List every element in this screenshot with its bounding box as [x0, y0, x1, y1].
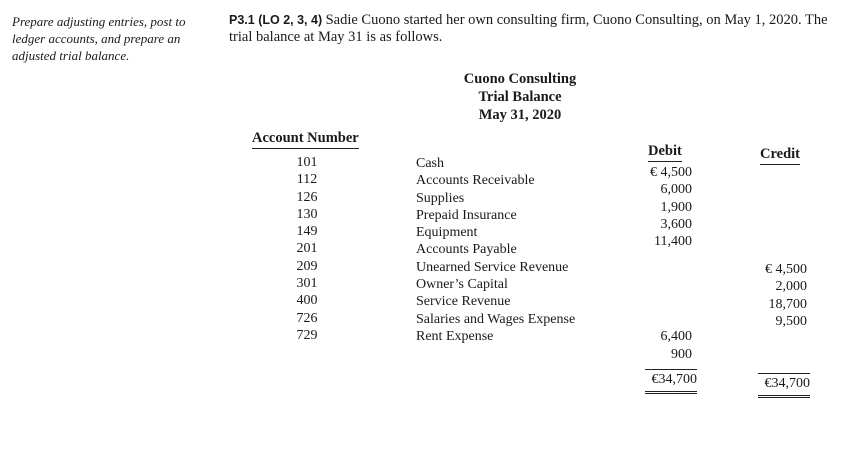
credit-subtotal-rule [758, 373, 810, 374]
account-number: 301 [296, 276, 318, 292]
credit-amount: 9,500 [775, 313, 807, 329]
credit-amount: 2,000 [775, 279, 807, 295]
account-number-column [287, 154, 327, 344]
credit-heading: Credit [760, 146, 800, 165]
account-title: Cash [416, 156, 444, 171]
margin-instruction: Prepare adjusting entries, post to ledger accounts, and prepare an adjusted trial balance. [12, 14, 186, 63]
account-title: Salaries and Wages Expense [416, 311, 576, 327]
account-title: Accounts Payable [416, 242, 517, 258]
account-number-heading: Account Number [252, 130, 359, 149]
debit-amount: 1,900 [660, 199, 692, 215]
account-number: 130 [296, 206, 318, 222]
credit-total: €34,700 [758, 376, 810, 398]
trial-balance-header [420, 70, 620, 124]
debit-amount: 3,600 [660, 216, 692, 232]
debit-amount: 900 [671, 346, 692, 362]
problem-statement [229, 12, 839, 46]
debit-subtotal-rule [645, 369, 697, 370]
account-number: 729 [296, 327, 318, 343]
account-title: Prepaid Insurance [416, 207, 517, 223]
debit-amount: € 4,500 [650, 165, 692, 180]
account-number: 209 [296, 258, 318, 274]
debit-amount: 6,400 [660, 329, 692, 345]
debit-column [630, 164, 692, 363]
debit-gap [630, 250, 692, 328]
credit-column [745, 261, 807, 330]
account-number: 101 [296, 155, 318, 170]
account-number: 112 [296, 172, 318, 188]
account-title: Unearned Service Revenue [416, 259, 569, 275]
account-title: Equipment [416, 225, 478, 241]
statement-date: May 31, 2020 [478, 107, 562, 123]
debit-amount: 11,400 [654, 234, 692, 250]
account-title: Owner’s Capital [416, 277, 508, 293]
debit-heading: Debit [648, 143, 682, 162]
account-title: Supplies [416, 190, 465, 206]
account-number: 726 [296, 310, 318, 326]
problem-number: P3.1 [229, 13, 255, 27]
problem-text: Sadie Cuono started her own consulting firm, Cuono Consulting, on May 1, 2020. The trial balance at May 31 is as follows. [229, 12, 828, 45]
credit-amount: € 4,500 [765, 262, 807, 277]
account-title: Rent Expense [416, 328, 494, 344]
account-title: Service Revenue [416, 294, 511, 310]
account-title: Accounts Receivable [416, 173, 535, 189]
account-number: 201 [296, 241, 318, 257]
debit-amount: 6,000 [660, 182, 692, 198]
credit-amount: 18,700 [768, 296, 807, 312]
account-number: 126 [296, 189, 318, 205]
account-number: 400 [296, 293, 318, 309]
account-number: 149 [296, 224, 318, 240]
account-title-column [416, 155, 616, 345]
statement-name: Trial Balance [478, 89, 562, 105]
debit-total: €34,700 [645, 372, 697, 394]
company-name: Cuono Consulting [463, 71, 577, 87]
learning-objectives: (LO 2, 3, 4) [258, 13, 323, 27]
problem-id [229, 13, 326, 27]
